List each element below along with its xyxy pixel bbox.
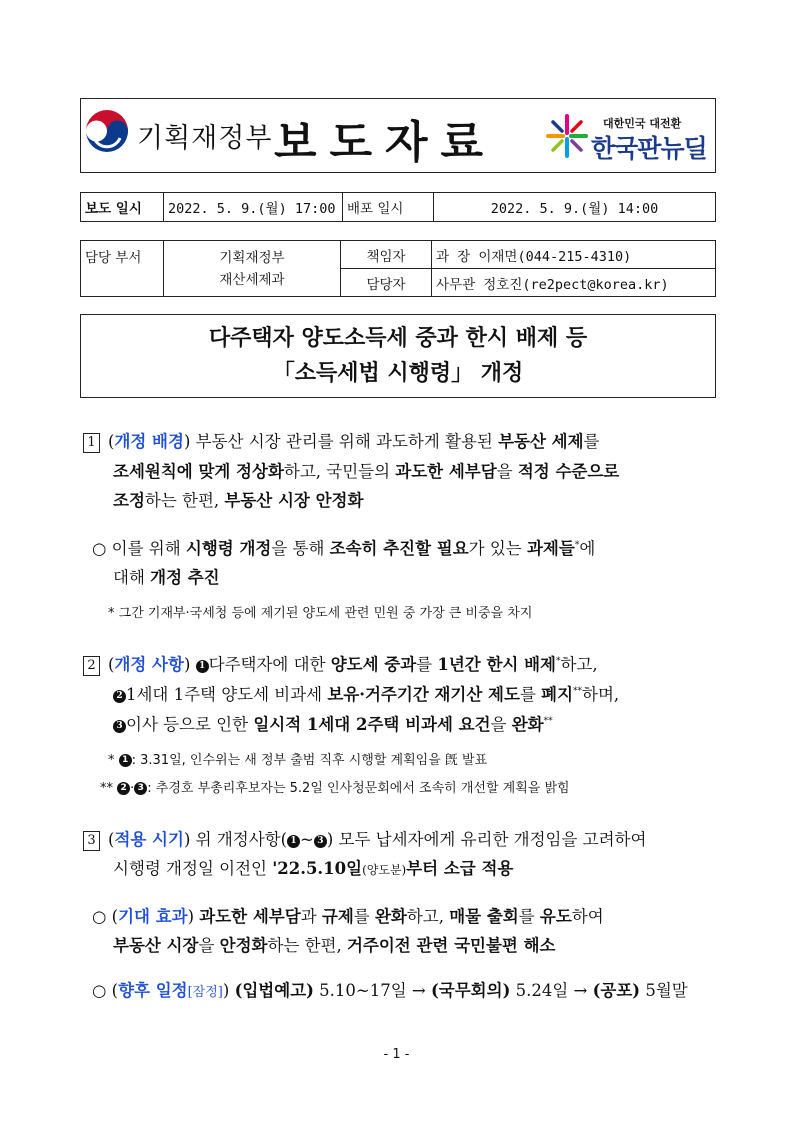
role-officer: 담당자 (341, 269, 432, 297)
circled-1-icon: 1 (196, 660, 209, 673)
circled-3-icon: 3 (134, 782, 147, 795)
expected-effect-label: 기대 효과 (118, 907, 188, 926)
circled-1-icon: 1 (287, 835, 300, 848)
section-1-line-1: 1 (개정 배경) 부동산 시장 관리를 위해 과도하게 활용된 부동산 세제를 (83, 428, 599, 453)
section-3-number: 3 (83, 831, 100, 851)
distribution-label: 배포 일시 (343, 193, 434, 222)
press-release-title: 보도자료 (274, 117, 497, 168)
headline-box (80, 314, 716, 398)
section-1-number: 1 (83, 433, 100, 453)
department-table (80, 240, 716, 297)
dept-label: 담당 부서 (81, 241, 164, 297)
section-3-label: 적용 시기 (114, 830, 184, 849)
section-2-line-3: 3 이사 등으로 인한 일시적 1세대 2주택 비과세 요건을 완화** (113, 711, 553, 735)
section-1-label: 개정 배경 (114, 432, 184, 451)
newdeal-logo-icon (545, 113, 589, 159)
person-chief: 과 장 이재면(044-215-4310) (432, 241, 716, 269)
section-1-line-3: 조정하는 한편, 부동산 시장 안정화 (113, 491, 364, 510)
newdeal-tagline: 대한민국 대전환 (603, 117, 682, 130)
section-3-line-2: 시행령 개정일 이전인 '22.5.10일(양도분)부터 소급 적용 (113, 859, 514, 878)
section-3-line-1: 3 (적용 시기) 위 개정사항( 1 ~ 3 ) 모두 납세자에게 유리한 개정임을 고려하여 (83, 826, 646, 851)
circled-3-icon: 3 (314, 835, 327, 848)
section-2-label: 개정 사항 (114, 655, 184, 674)
dept-ministry: 기획재정부 (219, 249, 285, 266)
ministry-name: 기획재정부 (137, 123, 273, 154)
section-1-bullet-line-1: ○ 이를 위해 시행령 개정을 통해 조속히 추진할 필요가 있는 과제들*에 (92, 539, 596, 558)
section-2-note-1: * 1 : 3.31일, 인수위는 새 정부 출범 직후 시행할 계획임을 旣 발표 (108, 753, 488, 768)
government-emblem-icon (84, 108, 130, 154)
role-chief: 책임자 (341, 241, 432, 269)
expected-effect-line-1: ○ (기대 효과) 과도한 세부담과 규제를 완화하고, 매물 출회를 유도하여 (92, 907, 604, 926)
distribution-date: 2022. 5. 9.(월) 14:00 (434, 193, 716, 222)
dept-division: 재산세제과 (219, 271, 285, 288)
section-1-line-2: 조세원칙에 맞게 정상화하고, 국민들의 과도한 세부담을 적정 수준으로 (113, 462, 620, 481)
headline-line-2: 「소득세법 시행령」 개정 (272, 361, 524, 386)
release-date: 2022. 5. 9.(월) 17:00 (164, 193, 343, 222)
release-label: 보도 일시 (81, 193, 164, 222)
section-1-note: * 그간 기재부·국세청 등에 제기된 양도세 관련 민원 중 가장 큰 비중을 차지 (108, 606, 533, 621)
section-2-note-2: ** 2 · 3 : 추경호 부총리후보자는 5.2일 인사청문회에서 조속히 개선할 계획을 밝힘 (100, 781, 570, 796)
circled-1-icon: 1 (119, 754, 132, 767)
page-number: - 1 - (383, 1047, 410, 1062)
section-1-bullet-line-2: 대해 개정 추진 (113, 568, 220, 587)
section-2-line-2: 2 1세대 1주택 양도세 비과세 보유·거주기간 재기산 제도를 폐지**하며, (113, 681, 619, 705)
circled-2-icon: 2 (117, 782, 130, 795)
section-2-number: 2 (83, 656, 100, 676)
schedule-label: 향후 일정 (118, 981, 188, 1000)
newdeal-name: 한국판뉴딜 (591, 134, 707, 163)
circled-2-icon: 2 (113, 690, 126, 703)
schedule-line: ○ (향후 일정[잠정]) (입법예고) 5.10~17일 → (국무회의) 5.24일 → (공포) 5월말 (92, 981, 688, 1000)
headline-line-1: 다주택자 양도소득세 중과 한시 배제 등 (208, 326, 588, 351)
release-table (80, 192, 716, 222)
person-officer: 사무관 정호진(re2pect@korea.kr) (432, 269, 716, 297)
circled-3-icon: 3 (113, 720, 126, 733)
expected-effect-line-2: 부동산 시장을 안정화하는 한편, 거주이전 관련 국민불편 해소 (113, 936, 556, 955)
section-2-line-1: 2 (개정 사항) 1 다주택자에 대한 양도세 중과를 1년간 한시 배제*하고, (83, 651, 598, 676)
